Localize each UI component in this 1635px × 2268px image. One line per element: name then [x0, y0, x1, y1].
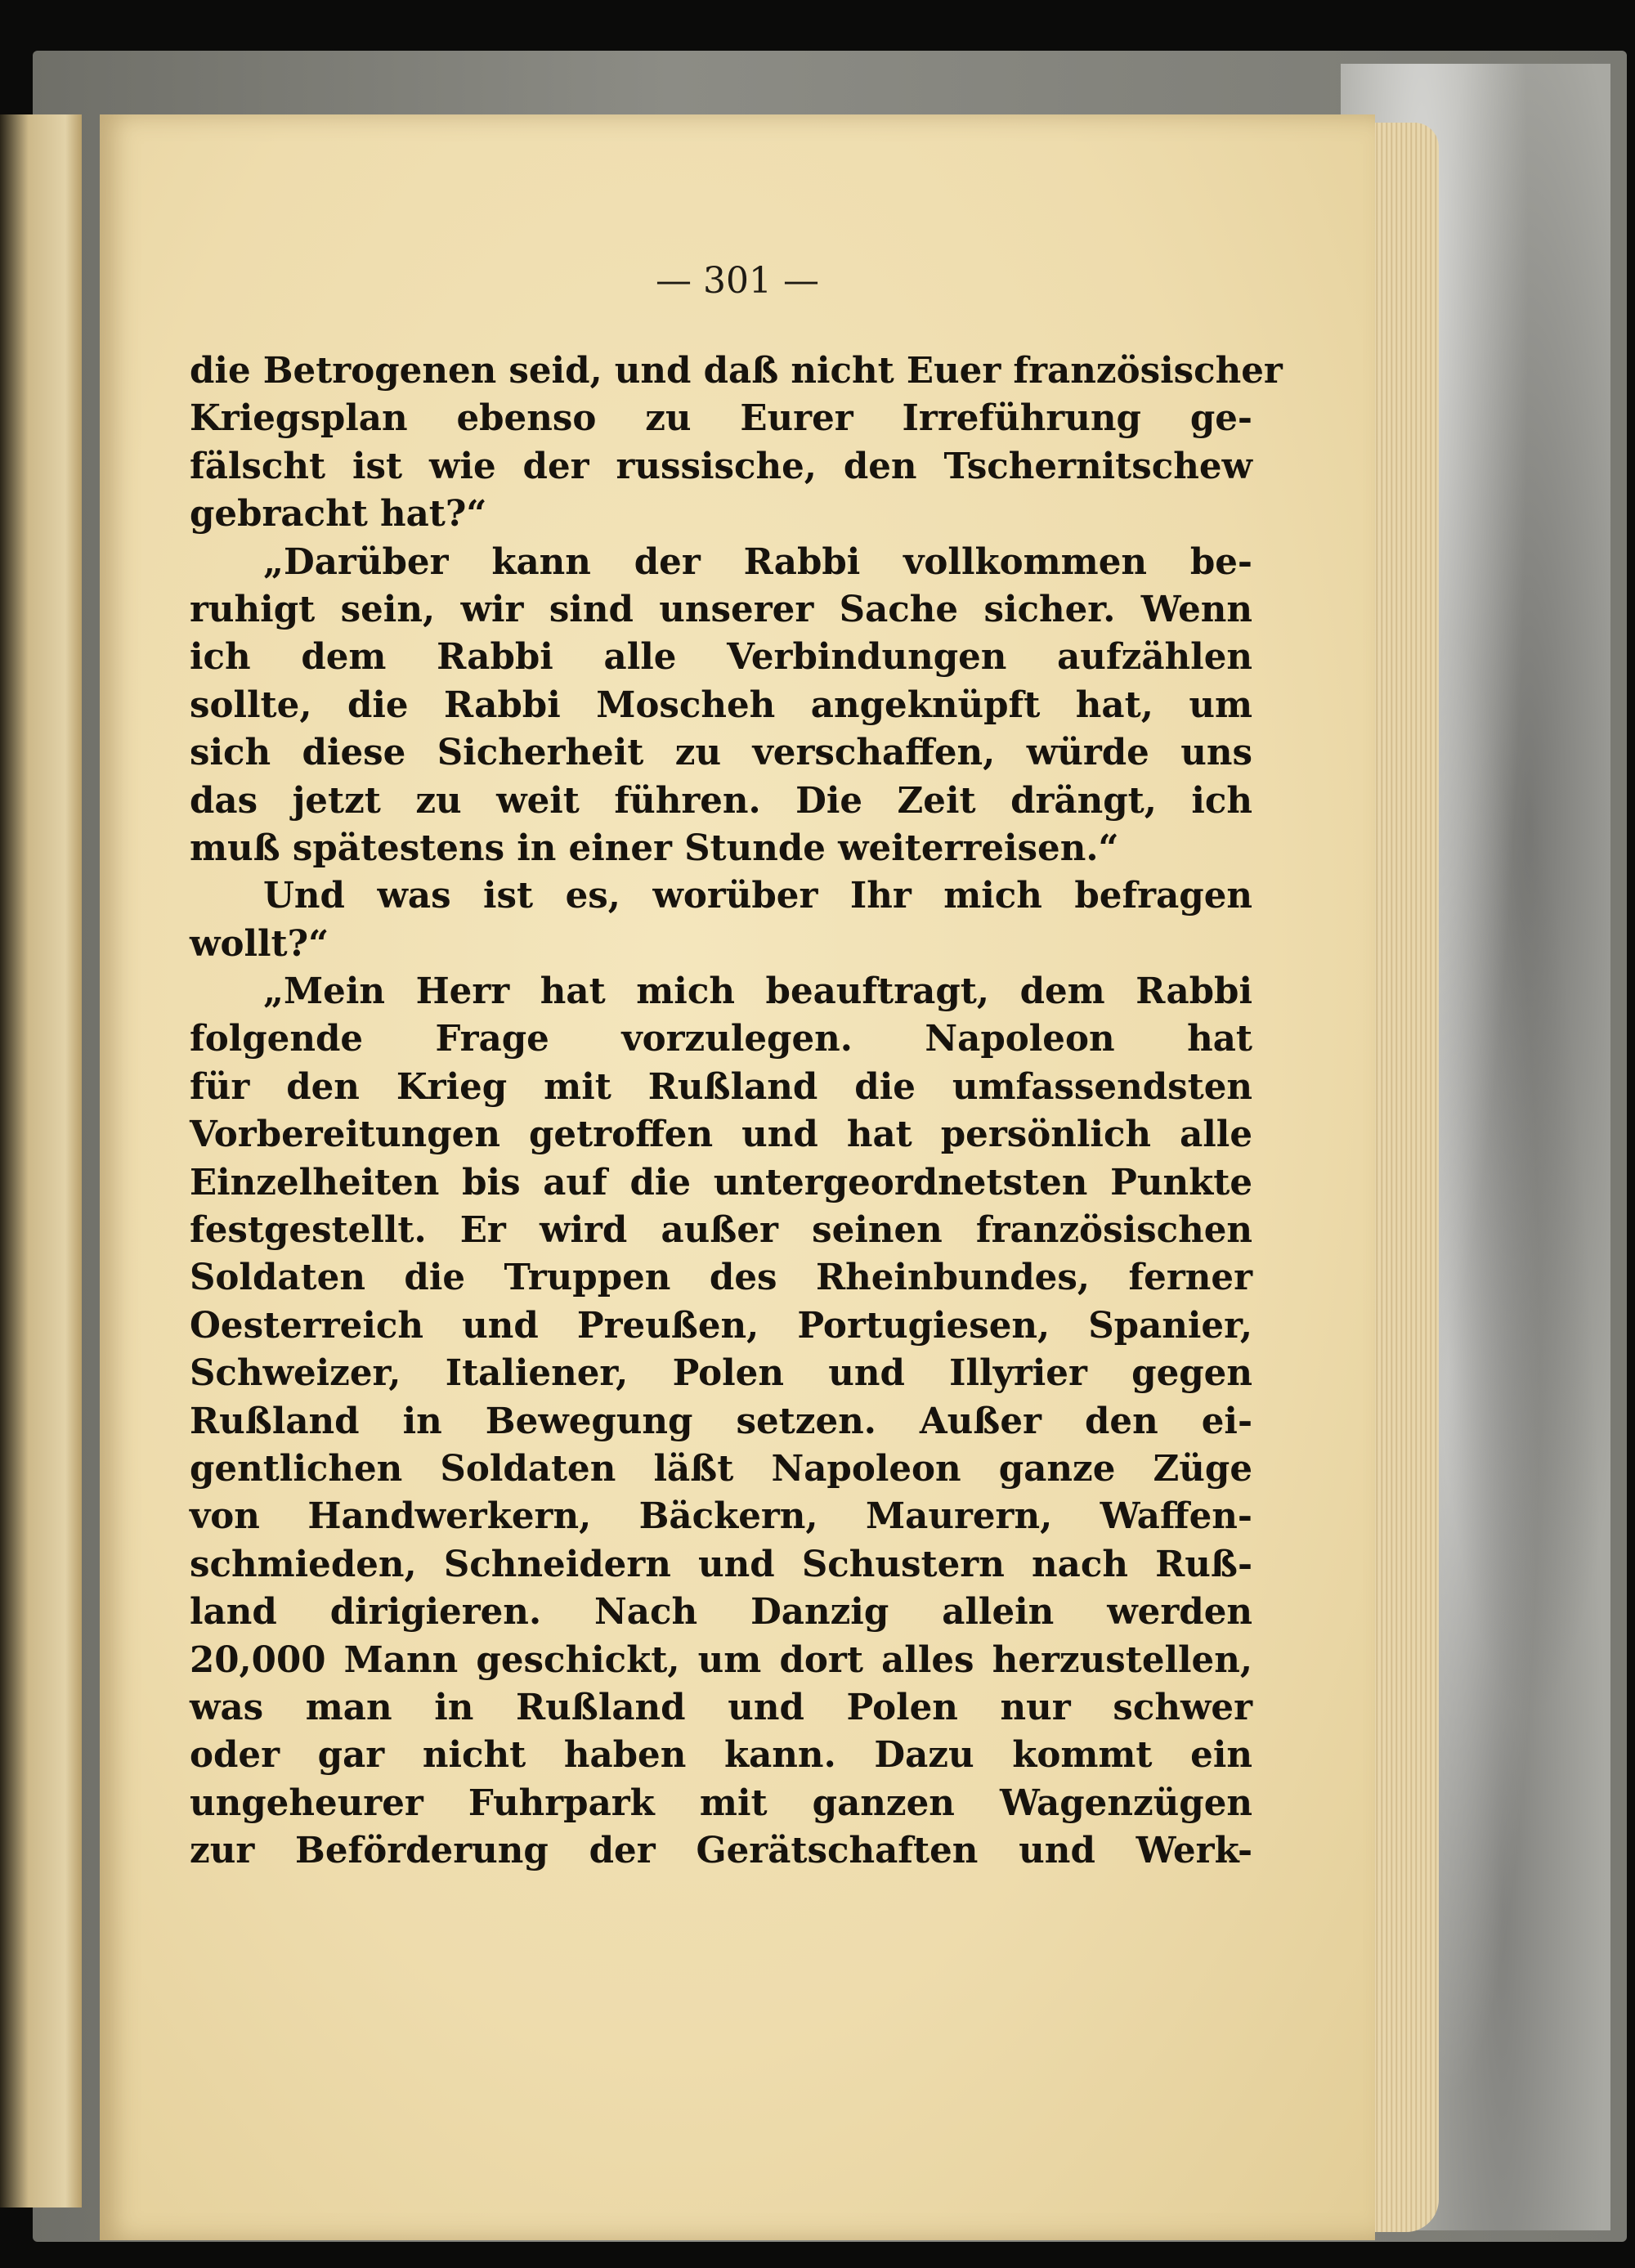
text-line: was man in Rußland und Polen nur schwer [190, 1686, 1252, 1728]
text-line: das jetzt zu weit führen. Die Zeit drängt, ich [190, 779, 1252, 822]
text-line: Und was ist es, worüber Ihr mich befragen [263, 875, 1252, 917]
page-number: — 301 — [656, 260, 819, 302]
text-line: ich dem Rabbi alle Verbindungen aufzählen [190, 636, 1252, 679]
text-line: gebracht hat?“ [190, 493, 487, 536]
text-line: von Handwerkern, Bäckern, Maurern, Waffen- [190, 1495, 1252, 1538]
facing-page-edge [0, 114, 82, 2207]
text-line: die Betrogenen seid, und daß nicht Euer französischer [190, 350, 1283, 392]
text-line: festgestellt. Er wird außer seinen französischen [190, 1209, 1252, 1252]
body-text [190, 347, 1283, 1876]
text-line: ungeheurer Fuhrpark mit ganzen Wagenzügen [190, 1782, 1252, 1824]
text-line: für den Krieg mit Rußland die umfassendsten [190, 1065, 1252, 1108]
text-line: sollte, die Rabbi Moscheh angeknüpft hat, um [190, 684, 1252, 726]
text-line: Soldaten die Truppen des Rheinbundes, ferner [190, 1257, 1252, 1299]
text-line: ruhigt sein, wir sind unserer Sache sicher. Wenn [190, 588, 1252, 630]
text-line: Einzelheiten bis auf die untergeordnetsten Punkte [190, 1161, 1252, 1203]
text-line: Oesterreich und Preußen, Portugiesen, Spanier, [190, 1304, 1252, 1347]
text-line: „Darüber kann der Rabbi vollkommen be- [263, 540, 1252, 583]
text-line: Vorbereitungen getroffen und hat persönlich alle [190, 1114, 1252, 1156]
text-line: Kriegsplan ebenso zu Eurer Irreführung ge- [190, 397, 1252, 440]
text-line: gentlichen Soldaten läßt Napoleon ganze Züge [190, 1447, 1252, 1490]
text-line: fälscht ist wie der russische, den Tschernitschew [190, 445, 1252, 487]
text-line: muß spätestens in einer Stunde weiterreisen.“ [190, 827, 1119, 869]
text-line: wollt?“ [190, 922, 329, 965]
text-line: sich diese Sicherheit zu verschaffen, würde uns [190, 732, 1252, 774]
text-line: 20,000 Mann geschickt, um dort alles herzustellen, [190, 1638, 1252, 1681]
text-line: folgende Frage vorzulegen. Napoleon hat [190, 1018, 1252, 1060]
text-line: schmieden, Schneidern und Schustern nach Ruß- [190, 1543, 1252, 1585]
text-line: Schweizer, Italiener, Polen und Illyrier gegen [190, 1352, 1252, 1395]
text-line: oder gar nicht haben kann. Dazu kommt ein [190, 1734, 1252, 1777]
text-line: zur Beförderung der Gerätschaften und Werk- [190, 1830, 1252, 1872]
text-line: land dirigieren. Nach Danzig allein werden [190, 1591, 1252, 1634]
text-line: Rußland in Bewegung setzen. Außer den ei- [190, 1400, 1252, 1442]
text-line: „Mein Herr hat mich beauftragt, dem Rabbi [263, 970, 1252, 1013]
